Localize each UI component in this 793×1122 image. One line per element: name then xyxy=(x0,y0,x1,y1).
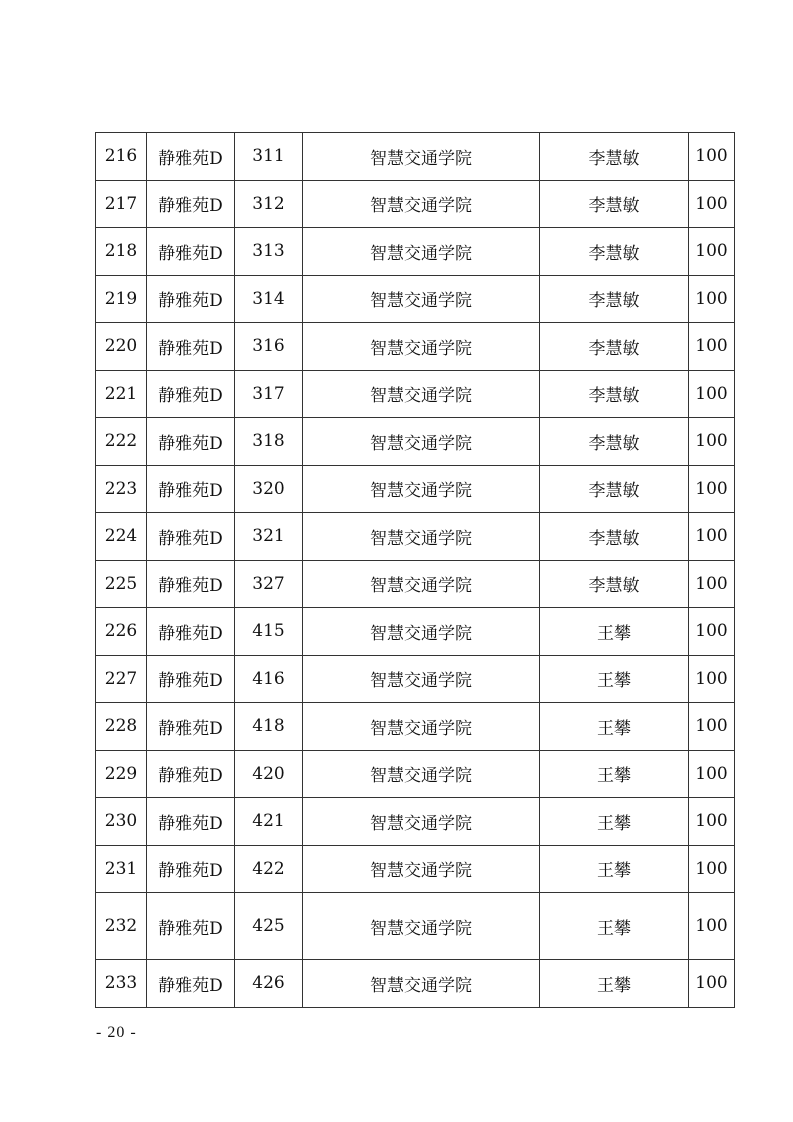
score-cell: 100 xyxy=(689,418,735,466)
room-cell: 316 xyxy=(235,323,303,371)
table-row xyxy=(96,750,735,798)
person-cell: 李慧敏 xyxy=(540,228,689,276)
college-cell: 智慧交通学院 xyxy=(303,370,540,418)
college-cell: 智慧交通学院 xyxy=(303,513,540,561)
row-number-cell: 230 xyxy=(96,798,147,846)
building-cell: 静雅苑D xyxy=(147,798,235,846)
person-cell: 王攀 xyxy=(540,893,689,960)
row-number-cell: 231 xyxy=(96,845,147,893)
building-cell: 静雅苑D xyxy=(147,703,235,751)
score-cell: 100 xyxy=(689,180,735,228)
score-cell: 100 xyxy=(689,608,735,656)
college-cell: 智慧交通学院 xyxy=(303,750,540,798)
person-cell: 王攀 xyxy=(540,655,689,703)
person-cell: 李慧敏 xyxy=(540,418,689,466)
table-body xyxy=(96,133,735,1008)
table-row xyxy=(96,608,735,656)
row-number-cell: 223 xyxy=(96,465,147,513)
building-cell: 静雅苑D xyxy=(147,133,235,181)
college-cell: 智慧交通学院 xyxy=(303,180,540,228)
table-row xyxy=(96,228,735,276)
college-cell: 智慧交通学院 xyxy=(303,560,540,608)
room-cell: 418 xyxy=(235,703,303,751)
room-cell: 422 xyxy=(235,845,303,893)
table-row xyxy=(96,845,735,893)
college-cell: 智慧交通学院 xyxy=(303,133,540,181)
person-cell: 王攀 xyxy=(540,960,689,1008)
score-cell: 100 xyxy=(689,893,735,960)
score-cell: 100 xyxy=(689,798,735,846)
college-cell: 智慧交通学院 xyxy=(303,655,540,703)
row-number-cell: 221 xyxy=(96,370,147,418)
person-cell: 王攀 xyxy=(540,608,689,656)
building-cell: 静雅苑D xyxy=(147,845,235,893)
room-cell: 318 xyxy=(235,418,303,466)
score-cell: 100 xyxy=(689,750,735,798)
college-cell: 智慧交通学院 xyxy=(303,275,540,323)
table-row xyxy=(96,798,735,846)
score-cell: 100 xyxy=(689,513,735,561)
row-number-cell: 220 xyxy=(96,323,147,371)
college-cell: 智慧交通学院 xyxy=(303,893,540,960)
building-cell: 静雅苑D xyxy=(147,228,235,276)
person-cell: 李慧敏 xyxy=(540,133,689,181)
person-cell: 王攀 xyxy=(540,798,689,846)
building-cell: 静雅苑D xyxy=(147,960,235,1008)
person-cell: 李慧敏 xyxy=(540,180,689,228)
row-number-cell: 222 xyxy=(96,418,147,466)
row-number-cell: 233 xyxy=(96,960,147,1008)
table-row xyxy=(96,560,735,608)
table-row xyxy=(96,275,735,323)
college-cell: 智慧交通学院 xyxy=(303,798,540,846)
table-row xyxy=(96,133,735,181)
college-cell: 智慧交通学院 xyxy=(303,228,540,276)
room-cell: 317 xyxy=(235,370,303,418)
person-cell: 李慧敏 xyxy=(540,465,689,513)
person-cell: 王攀 xyxy=(540,845,689,893)
building-cell: 静雅苑D xyxy=(147,323,235,371)
row-number-cell: 229 xyxy=(96,750,147,798)
table-row xyxy=(96,893,735,960)
row-number-cell: 227 xyxy=(96,655,147,703)
room-cell: 313 xyxy=(235,228,303,276)
row-number-cell: 219 xyxy=(96,275,147,323)
room-cell: 416 xyxy=(235,655,303,703)
person-cell: 李慧敏 xyxy=(540,370,689,418)
table-row xyxy=(96,703,735,751)
room-cell: 420 xyxy=(235,750,303,798)
score-cell: 100 xyxy=(689,960,735,1008)
score-cell: 100 xyxy=(689,465,735,513)
row-number-cell: 225 xyxy=(96,560,147,608)
college-cell: 智慧交通学院 xyxy=(303,845,540,893)
dormitory-score-table xyxy=(95,132,735,1008)
building-cell: 静雅苑D xyxy=(147,560,235,608)
room-cell: 320 xyxy=(235,465,303,513)
room-cell: 312 xyxy=(235,180,303,228)
room-cell: 415 xyxy=(235,608,303,656)
table-row xyxy=(96,370,735,418)
table-row xyxy=(96,960,735,1008)
room-cell: 327 xyxy=(235,560,303,608)
college-cell: 智慧交通学院 xyxy=(303,418,540,466)
score-cell: 100 xyxy=(689,228,735,276)
row-number-cell: 226 xyxy=(96,608,147,656)
table-row xyxy=(96,323,735,371)
row-number-cell: 224 xyxy=(96,513,147,561)
person-cell: 王攀 xyxy=(540,750,689,798)
building-cell: 静雅苑D xyxy=(147,275,235,323)
score-cell: 100 xyxy=(689,323,735,371)
page-number: - 20 - xyxy=(96,1024,137,1041)
building-cell: 静雅苑D xyxy=(147,465,235,513)
room-cell: 311 xyxy=(235,133,303,181)
row-number-cell: 218 xyxy=(96,228,147,276)
room-cell: 321 xyxy=(235,513,303,561)
table-row xyxy=(96,465,735,513)
college-cell: 智慧交通学院 xyxy=(303,703,540,751)
building-cell: 静雅苑D xyxy=(147,655,235,703)
table-row xyxy=(96,655,735,703)
person-cell: 李慧敏 xyxy=(540,513,689,561)
person-cell: 李慧敏 xyxy=(540,323,689,371)
room-cell: 421 xyxy=(235,798,303,846)
table-row xyxy=(96,180,735,228)
college-cell: 智慧交通学院 xyxy=(303,960,540,1008)
building-cell: 静雅苑D xyxy=(147,513,235,561)
score-cell: 100 xyxy=(689,133,735,181)
building-cell: 静雅苑D xyxy=(147,893,235,960)
score-cell: 100 xyxy=(689,560,735,608)
row-number-cell: 232 xyxy=(96,893,147,960)
score-cell: 100 xyxy=(689,845,735,893)
room-cell: 426 xyxy=(235,960,303,1008)
person-cell: 李慧敏 xyxy=(540,275,689,323)
building-cell: 静雅苑D xyxy=(147,370,235,418)
score-cell: 100 xyxy=(689,275,735,323)
room-cell: 425 xyxy=(235,893,303,960)
row-number-cell: 216 xyxy=(96,133,147,181)
college-cell: 智慧交通学院 xyxy=(303,465,540,513)
score-cell: 100 xyxy=(689,655,735,703)
college-cell: 智慧交通学院 xyxy=(303,323,540,371)
room-cell: 314 xyxy=(235,275,303,323)
row-number-cell: 217 xyxy=(96,180,147,228)
building-cell: 静雅苑D xyxy=(147,180,235,228)
person-cell: 李慧敏 xyxy=(540,560,689,608)
building-cell: 静雅苑D xyxy=(147,418,235,466)
row-number-cell: 228 xyxy=(96,703,147,751)
building-cell: 静雅苑D xyxy=(147,750,235,798)
building-cell: 静雅苑D xyxy=(147,608,235,656)
table-row xyxy=(96,513,735,561)
score-cell: 100 xyxy=(689,703,735,751)
person-cell: 王攀 xyxy=(540,703,689,751)
table-row xyxy=(96,418,735,466)
college-cell: 智慧交通学院 xyxy=(303,608,540,656)
score-cell: 100 xyxy=(689,370,735,418)
